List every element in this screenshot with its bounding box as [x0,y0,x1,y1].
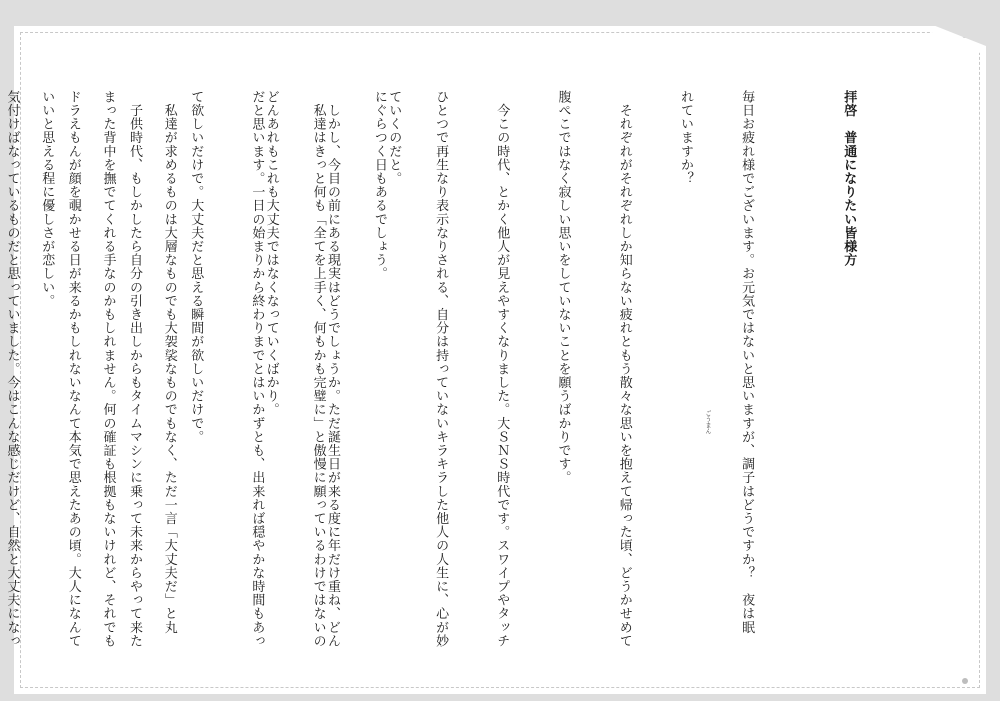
text-line: いいと思える程に優しさが恋しい。 [39,90,55,308]
text-line: 腹ぺこではなく寂しい思いをしていないことを願うばかりです。 [555,90,571,485]
text-line: しかし、今目の前にある現実はどうでしょうか。ただ誕生日が来る度に年だけ重ね、どん [324,90,340,648]
text-line: 私達が求めるものは大層なものでも大袈裟なものでもなく、ただ一言「大丈夫だ」と丸 [161,90,177,634]
text-line: 私達はきっと何も「全てを上手く、何もかも完璧に」と傲慢に願っているわけではないの [310,90,326,648]
text-line: ていくのだと。 [386,90,402,186]
corner-dot-icon [962,678,968,684]
text-line: ドラえもんが顔を覗かせる日が来るかもしれないなんて本気で思えたあの頃。大人になんて [65,90,81,648]
text-line: だと思います。一日の始まりから終わりまでとはいかずとも、出来れば穏やかな時間もあっ [249,90,265,648]
text-line: まった背中を撫でてくれる手なのかもしれません。何の確証も根拠もないけれど、それでも [100,90,116,648]
ruby-gouman: ごうまん [704,410,711,434]
text-line: にぐらつく日もあるでしょう。 [371,90,387,281]
text-line: どんあれもこれも大丈夫ではなくなっていくばかり。 [263,90,279,417]
text-line: それぞれがそれぞれしか知らない疲れともう散々な思いを抱えて帰った頃、どうかせめて [616,90,632,648]
text-line: れていますか？ [677,90,693,186]
corner-dot-icon [962,32,968,38]
text-line: 毎日お疲れ様でございます。お元気ではないと思いますが、調子はどうですか？ 夜は眠 [739,90,755,634]
text-line: 子供時代、もしかしたら自分の引き出しからもタイムマシンに乗って未来からやって来た [126,90,142,648]
text-line: ひとつで再生なり表示なりされる、自分は持っていないキラキラした他人の人生に、心が妙 [433,90,449,648]
letter-heading: 拝啓 普通になりたい皆様方 [841,90,857,267]
text-line: 気付けばなっているものだと思っていました。今はこんな感じだけど、自然と大丈夫になっ [4,90,20,648]
left-page-text [39,90,444,650]
text-line: 今この時代、とかく他人が見えやすくなりました。大ＳＮＳ時代です。スワイプやタッチ [494,90,510,648]
text-line: て欲しいだけで。大丈夫だと思える瞬間が欲しいだけで。 [188,90,204,444]
